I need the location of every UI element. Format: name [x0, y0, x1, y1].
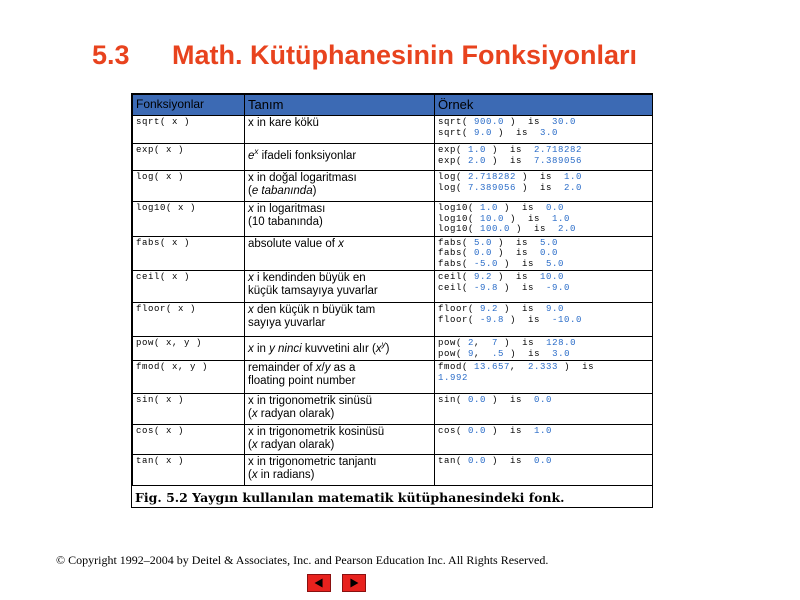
functions-table	[132, 94, 653, 486]
table-row	[133, 394, 653, 425]
example-line: exp( 1.0 ) is 2.718282	[438, 145, 583, 155]
table-row	[133, 271, 653, 303]
example-line: pow( 2, 7 ) is 128.0	[438, 338, 577, 348]
function-description: x i kendinden büyük en küçük tamsayıya yuvarlar	[245, 271, 435, 303]
table-row	[133, 171, 653, 202]
function-example	[435, 303, 653, 337]
function-description: remainder of x/y as a floating point number	[245, 361, 435, 394]
table-row	[133, 361, 653, 394]
triangle-right-icon	[343, 575, 365, 591]
function-signature: tan( x )	[133, 455, 245, 486]
example-line: sqrt( 900.0 ) is 30.0	[438, 117, 577, 127]
example-line: fabs( 5.0 ) is 5.0	[438, 237, 559, 248]
example-line: cos( 0.0 ) is 1.0	[438, 426, 553, 436]
table-row	[133, 236, 653, 271]
function-description: $e^x$ ifadeli fonksiyonlar	[245, 144, 435, 171]
table-row	[133, 455, 653, 486]
function-example	[435, 236, 653, 271]
function-signature: log10( x )	[133, 202, 245, 237]
function-signature: pow( x, y )	[133, 337, 245, 361]
function-signature: sqrt( x )	[133, 116, 245, 144]
header-functions: Fonksiyonlar	[133, 95, 245, 116]
table-row	[133, 303, 653, 337]
example-line: log10( 10.0 ) is 1.0	[438, 213, 571, 224]
example-line: fmod( 13.657, 2.333 ) is	[438, 362, 595, 372]
function-description: x in doğal logaritması (e tabanında)	[245, 171, 435, 202]
function-description: x den küçük n büyük tam sayıya yuvarlar	[245, 303, 435, 337]
function-example	[435, 202, 653, 237]
header-definition: Tanım	[245, 95, 435, 116]
function-example	[435, 116, 653, 144]
function-description: x in trigonometrik kosinüsü (x radyan olarak)	[245, 425, 435, 455]
table-row	[133, 425, 653, 455]
example-line: tan( 0.0 ) is 0.0	[438, 456, 553, 466]
copyright-notice: © Copyright 1992–2004 by Deitel & Associates, Inc. and Pearson Education Inc. All Rights Reserved.	[56, 553, 549, 567]
function-example	[435, 171, 653, 202]
function-signature: exp( x )	[133, 144, 245, 171]
example-line: pow( 9, .5 ) is 3.0	[438, 348, 571, 359]
function-signature: cos( x )	[133, 425, 245, 455]
section-number: 5.3	[92, 40, 130, 70]
example-line: sqrt( 9.0 ) is 3.0	[438, 127, 559, 138]
example-line: log10( 1.0 ) is 0.0	[438, 203, 565, 213]
title-text: Math. Kütüphanesinin Fonksiyonları	[172, 40, 638, 70]
function-signature: floor( x )	[133, 303, 245, 337]
table-row	[133, 202, 653, 237]
header-example: Örnek	[435, 95, 653, 116]
example-line: fabs( 0.0 ) is 0.0	[438, 248, 559, 258]
previous-slide-button[interactable]	[307, 574, 331, 592]
function-signature: ceil( x )	[133, 271, 245, 303]
function-signature: sin( x )	[133, 394, 245, 425]
table-header-row	[133, 95, 653, 116]
functions-table-box	[131, 93, 653, 508]
slide-title	[92, 40, 637, 71]
example-line: fabs( -5.0 ) is 5.0	[438, 258, 565, 269]
function-example	[435, 425, 653, 455]
function-signature: fabs( x )	[133, 236, 245, 271]
function-example	[435, 271, 653, 303]
example-line: floor( 9.2 ) is 9.0	[438, 304, 565, 314]
function-description: x in trigonometric tanjantı (x in radians)	[245, 455, 435, 486]
function-description: absolute value of x	[245, 236, 435, 271]
example-line: log10( 100.0 ) is 2.0	[438, 224, 577, 234]
table-row	[133, 144, 653, 171]
function-example	[435, 337, 653, 361]
function-signature: fmod( x, y )	[133, 361, 245, 394]
example-line: ceil( 9.2 ) is 10.0	[438, 272, 565, 282]
example-line: ceil( -9.8 ) is -9.0	[438, 282, 571, 293]
example-line: exp( 2.0 ) is 7.389056	[438, 155, 583, 166]
function-description: x in kare kökü	[245, 116, 435, 144]
triangle-left-icon	[308, 575, 330, 591]
table-row	[133, 116, 653, 144]
example-line: log( 7.389056 ) is 2.0	[438, 182, 583, 193]
figure-caption: Fig. 5.2 Yaygın kullanılan matematik kütüphanesindeki fonk.	[135, 490, 565, 505]
function-description: x in logaritması (10 tabanında)	[245, 202, 435, 237]
function-example	[435, 394, 653, 425]
function-signature: log( x )	[133, 171, 245, 202]
example-line: sin( 0.0 ) is 0.0	[438, 395, 553, 405]
function-description: x in y ninci kuvvetini alır $(x^y)$	[245, 337, 435, 361]
example-line: floor( -9.8 ) is -10.0	[438, 314, 583, 325]
function-description: x in trigonometrik sinüsü (x radyan olarak)	[245, 394, 435, 425]
next-slide-button[interactable]	[342, 574, 366, 592]
example-line: 1.992	[438, 372, 469, 383]
function-example	[435, 361, 653, 394]
function-example	[435, 144, 653, 171]
function-example	[435, 455, 653, 486]
example-line: log( 2.718282 ) is 1.0	[438, 172, 583, 182]
table-row	[133, 337, 653, 361]
